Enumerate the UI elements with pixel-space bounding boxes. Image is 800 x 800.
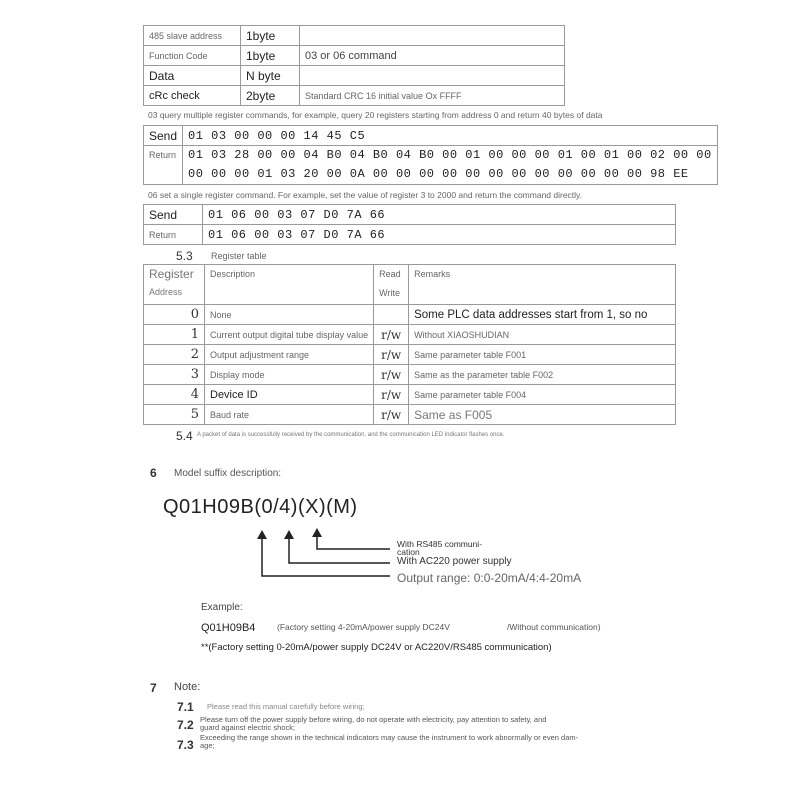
arrow-line-output — [262, 538, 390, 576]
example-no-communication: /Without communication) — [507, 622, 601, 632]
query-note: 03 query multiple register commands, for example, query 20 registers starting from address 0 and return 40 bytes of data — [148, 110, 603, 120]
example-setting: (Factory setting 4-20mA/power supply DC24V — [277, 622, 450, 632]
note-7-2-line-1: Please turn off the power supply before wiring, do not operate with electricity, pay attention to safety, and — [200, 715, 547, 724]
note-7-3-line-1: Exceeding the range shown in the technical indicators may cause the instrument to work abnormally or even dam- — [200, 733, 579, 742]
row-rw: r/w — [374, 385, 409, 405]
section-5-4-text: A packet of data is successfully received by the communication, and the communication LED indicator flashes once. — [197, 432, 505, 438]
section-7-num: 7 — [150, 681, 157, 695]
section-6-num: 6 — [150, 466, 157, 480]
section-5-3-num: 5.3 — [176, 249, 193, 263]
field-desc: Standard CRC 16 initial value Ox FFFF — [300, 86, 565, 106]
field-size: 1byte — [241, 26, 300, 46]
send-label: Send — [144, 205, 203, 225]
suffix-diagram — [250, 520, 410, 582]
section-5-4-num: 5.4 — [176, 429, 193, 443]
row-description: Baud rate — [205, 405, 374, 425]
section-5-3-title: Register table — [211, 251, 267, 261]
label-output-range: Output range: 0:0-20mA/4:4-20mA — [397, 571, 582, 585]
row-description: Display mode — [205, 365, 374, 385]
row-description: Current output digital tube display value — [205, 325, 374, 345]
row-address: 5 — [144, 405, 205, 425]
field-desc — [300, 66, 565, 86]
field-desc — [300, 26, 565, 46]
row-remarks: Same parameter table F001 — [409, 345, 676, 365]
example-model: Q01H09B4 — [201, 622, 256, 634]
field-size: 1byte — [241, 46, 300, 66]
arrow-head-output — [257, 530, 267, 539]
field-size: 2byte — [241, 86, 300, 106]
header-register: Register — [149, 267, 194, 281]
row-address: 2 — [144, 345, 205, 365]
row-rw — [374, 305, 409, 325]
label-ac220: With AC220 power supply — [397, 556, 512, 567]
arrow-head-ac220 — [284, 530, 294, 539]
table-row — [144, 305, 676, 325]
arrow-head-rs485 — [312, 528, 322, 537]
register-table — [143, 264, 676, 425]
row-description: None — [205, 305, 374, 325]
row-rw: r/w — [374, 345, 409, 365]
table-row — [144, 385, 676, 405]
header-description: Description — [205, 265, 374, 305]
arrow-line-rs485 — [317, 536, 390, 549]
return-line-2: 00 00 00 01 03 20 00 0A 00 00 00 00 00 00 00 00 00 00 00 00 98 EE — [188, 167, 689, 181]
note-7-3-num: 7.3 — [177, 738, 194, 752]
row-address: 4 — [144, 385, 205, 405]
section-7-title: Note: — [174, 681, 201, 693]
row-remarks: Same parameter table F004 — [409, 385, 676, 405]
send-value: 01 03 00 00 00 14 45 C5 — [183, 126, 718, 146]
field-name: Data — [144, 66, 241, 86]
note-7-2-line-2: guard against electric shock; — [200, 723, 296, 732]
note-7-1-text: Please read this manual carefully before wiring; — [207, 702, 365, 711]
header-address: Address — [149, 287, 183, 297]
table-row — [144, 365, 676, 385]
factory-note: **(Factory setting 0-20mA/power supply DC24V or AC220V/RS485 communication) — [201, 642, 552, 653]
field-desc: 03 or 06 command — [300, 46, 565, 66]
return-label: Return — [144, 225, 203, 245]
header-remarks: Remarks — [409, 265, 676, 305]
send-value: 01 06 00 03 07 D0 7A 66 — [203, 205, 676, 225]
field-name: Function Code — [144, 46, 241, 66]
row-address: 3 — [144, 365, 205, 385]
table-row — [144, 405, 676, 425]
note-7-1-num: 7.1 — [177, 700, 194, 714]
frame-format-table — [143, 25, 565, 106]
query-command-table — [143, 125, 718, 185]
label-rs485-b: cation — [397, 547, 420, 557]
note-7-3-line-2: age; — [200, 741, 215, 750]
example-label: Example: — [201, 602, 243, 613]
label-rs485-a: With RS485 communi- — [397, 539, 483, 549]
field-name: 485 slave address — [144, 26, 241, 46]
row-address: 1 — [144, 325, 205, 345]
row-address: 0 — [144, 305, 205, 325]
return-label: Return — [144, 146, 183, 185]
table-row — [144, 325, 676, 345]
header-read: Read — [379, 269, 401, 279]
row-rw: r/w — [374, 365, 409, 385]
field-name: cRc check — [144, 86, 241, 106]
row-rw: r/w — [374, 405, 409, 425]
row-remarks: Same as the parameter table F002 — [409, 365, 676, 385]
set-command-table — [143, 204, 676, 245]
send-label: Send — [144, 126, 183, 146]
row-remarks: Some PLC data addresses start from 1, so no — [409, 305, 676, 325]
model-code: Q01H09B(0/4)(X)(M) — [163, 496, 358, 518]
return-line-1: 01 03 28 00 00 04 B0 04 B0 04 B0 00 01 00 00 00 01 00 01 00 02 00 00 — [188, 148, 712, 162]
header-write: Write — [379, 288, 400, 298]
arrow-line-ac220 — [289, 538, 390, 563]
row-description: Output adjustment range — [205, 345, 374, 365]
row-rw: r/w — [374, 325, 409, 345]
set-note: 06 set a single register command. For example, set the value of register 3 to 2000 and return the command directly. — [148, 190, 583, 200]
row-remarks: Without XIAOSHUDIAN — [409, 325, 676, 345]
note-7-2-num: 7.2 — [177, 718, 194, 732]
field-size: N byte — [241, 66, 300, 86]
row-description: Device ID — [205, 385, 374, 405]
table-row — [144, 345, 676, 365]
return-value: 01 06 00 03 07 D0 7A 66 — [203, 225, 676, 245]
section-6-title: Model suffix description: — [174, 468, 282, 479]
row-remarks: Same as F005 — [409, 405, 676, 425]
